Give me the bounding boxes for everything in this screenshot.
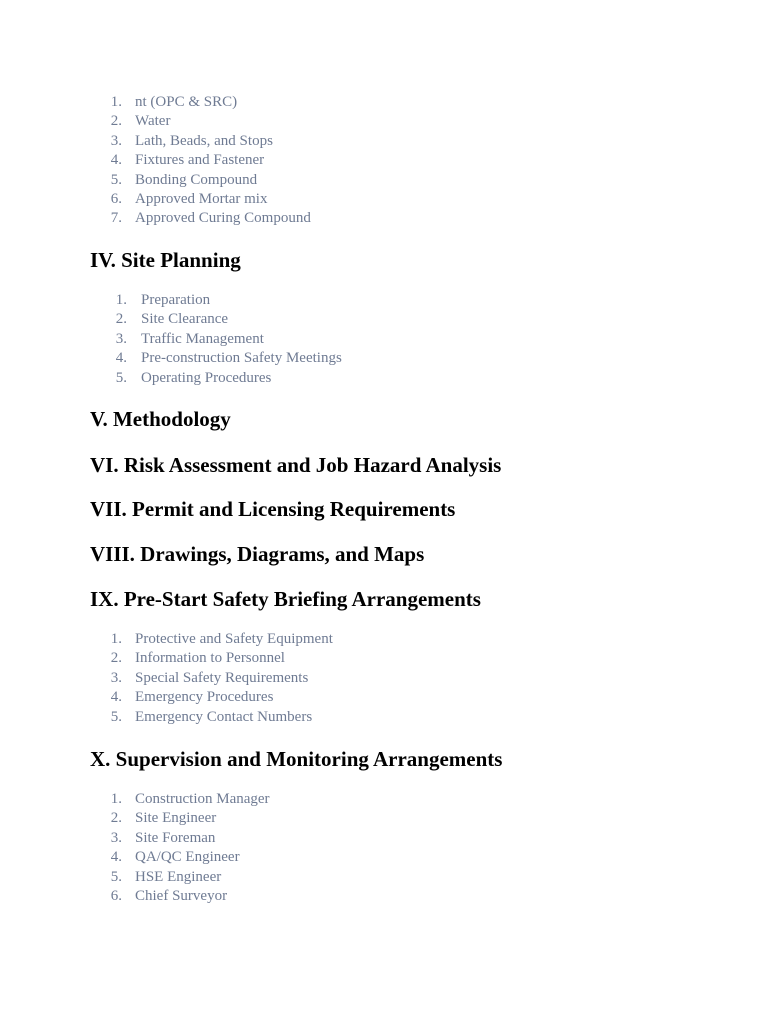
list-item-number: 4. [110, 689, 122, 706]
list-item-text: QA/QC Engineer [135, 849, 240, 866]
list-item-number: 1. [115, 292, 127, 308]
list-item-number: 2. [110, 650, 122, 667]
list-item-number: 3. [115, 330, 127, 347]
list-item-number: 3. [110, 132, 122, 149]
section-heading-safety-briefing: IX. Pre-Start Safety Briefing Arrangements [90, 587, 481, 611]
list-item-number: 7. [110, 210, 122, 227]
list-item-number: 5. [110, 171, 122, 188]
list-item-text: Emergency Procedures [135, 689, 274, 706]
list-item-number: 1. [110, 94, 122, 110]
list-item-number: 6. [110, 887, 122, 904]
list-item-text: nt (OPC & SRC) [135, 94, 238, 110]
list-item-text: Protective and Safety Equipment [135, 631, 333, 647]
list-item-number: 3. [110, 829, 122, 846]
list-item-text: Lath, Beads, and Stops [135, 132, 273, 149]
list-item-text: Construction Manager [135, 791, 270, 807]
list-item-text: Traffic Management [141, 330, 264, 347]
section-heading-drawings: VIII. Drawings, Diagrams, and Maps [90, 542, 425, 566]
list-item-text: Chief Surveyor [135, 887, 228, 904]
list-item-number: 6. [110, 190, 122, 207]
list-item-text: Site Clearance [141, 311, 229, 328]
section-heading-supervision: X. Supervision and Monitoring Arrangements [90, 747, 503, 771]
list-item-number: 4. [110, 849, 122, 866]
list-item-text: Site Engineer [135, 810, 217, 827]
list-item-text: Operating Procedures [141, 369, 272, 386]
list-item-text: Approved Mortar mix [135, 190, 268, 207]
list-item-text: Fixtures and Fastener [135, 152, 265, 169]
list-item-number: 4. [115, 350, 127, 367]
list-item-text: Approved Curing Compound [135, 210, 311, 227]
list-item-number: 2. [110, 810, 122, 827]
list-item-text: HSE Engineer [135, 868, 222, 885]
list-item-text: Information to Personnel [135, 650, 285, 667]
section-heading-methodology: V. Methodology [90, 407, 231, 431]
list-item-number: 4. [110, 152, 122, 169]
list-item-text: Special Safety Requirements [135, 669, 309, 686]
section-heading-site-planning: IV. Site Planning [90, 248, 241, 272]
list-item-text: Emergency Contact Numbers [135, 708, 313, 725]
list-item-number: 5. [110, 708, 122, 725]
list-item-number: 2. [115, 311, 127, 328]
list-item-text: Preparation [141, 292, 211, 308]
list-item-text: Bonding Compound [135, 171, 258, 188]
list-item-number: 3. [110, 669, 122, 686]
section-heading-permit-licensing: VII. Permit and Licensing Requirements [90, 497, 456, 521]
list-item-text: Water [135, 113, 171, 130]
list-item-number: 5. [115, 369, 127, 386]
list-item-number: 1. [110, 631, 122, 647]
list-item-number: 5. [110, 868, 122, 885]
list-item-text: Site Foreman [135, 829, 216, 846]
list-item-text: Pre-construction Safety Meetings [141, 350, 342, 367]
section-heading-risk-assessment: VI. Risk Assessment and Job Hazard Analysis [90, 453, 502, 477]
list-item-number: 2. [110, 113, 122, 130]
list-item-number: 1. [110, 791, 122, 807]
